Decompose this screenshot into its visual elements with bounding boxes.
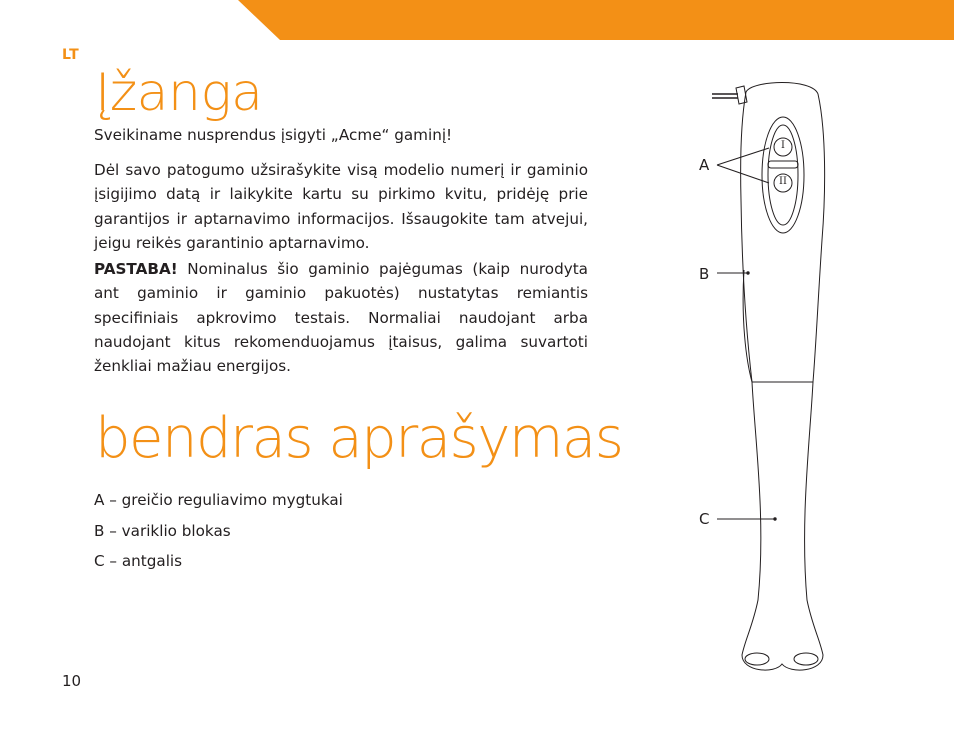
list-item: B – variklio blokas xyxy=(94,521,231,540)
note-label: PASTABA! xyxy=(94,260,178,278)
intro-heading: Įžanga xyxy=(95,63,263,123)
hand-blender-illustration xyxy=(690,80,870,680)
general-description-heading: bendras aprašymas xyxy=(95,406,623,471)
language-code: LT xyxy=(62,47,80,63)
speed-label-2: II xyxy=(779,176,787,187)
callout-c: C xyxy=(699,510,710,528)
intro-greeting: Sveikiname nusprendus įsigyti „Acme“ gaminį! xyxy=(94,126,453,144)
intro-note xyxy=(94,257,588,378)
intro-register-text: Dėl savo patogumo užsirašykite visą modelio numerį ir gaminio įsigijimo datą ir laikykite kartu su pirkimo kvitu, pridėję prie garantijos ir aptarnavimo informacijos. Išsaugokite tam atvejui, jeigu reikės garantinio aptarnavimo. xyxy=(94,161,588,252)
speed-label-1: I xyxy=(781,140,785,151)
list-item: A – greičio reguliavimo mygtukai xyxy=(94,491,343,509)
callout-a: A xyxy=(699,156,710,174)
list-item: C – antgalis xyxy=(94,552,183,570)
note-text: Nominalus šio gaminio pajėgumas (kaip nurodyta ant gaminio ir gaminio pakuotės) nustatytas remiantis specifiniais apkrovimo testais. Normaliai naudojant arba naudojant kitus rekomenduojamus įtaisus, galima suvartoti ženkliai mažiau energijos. xyxy=(94,260,588,376)
callout-b: B xyxy=(699,265,710,283)
header-accent-bar xyxy=(0,0,954,40)
parts-list xyxy=(94,488,343,580)
page-number: 10 xyxy=(62,672,82,690)
